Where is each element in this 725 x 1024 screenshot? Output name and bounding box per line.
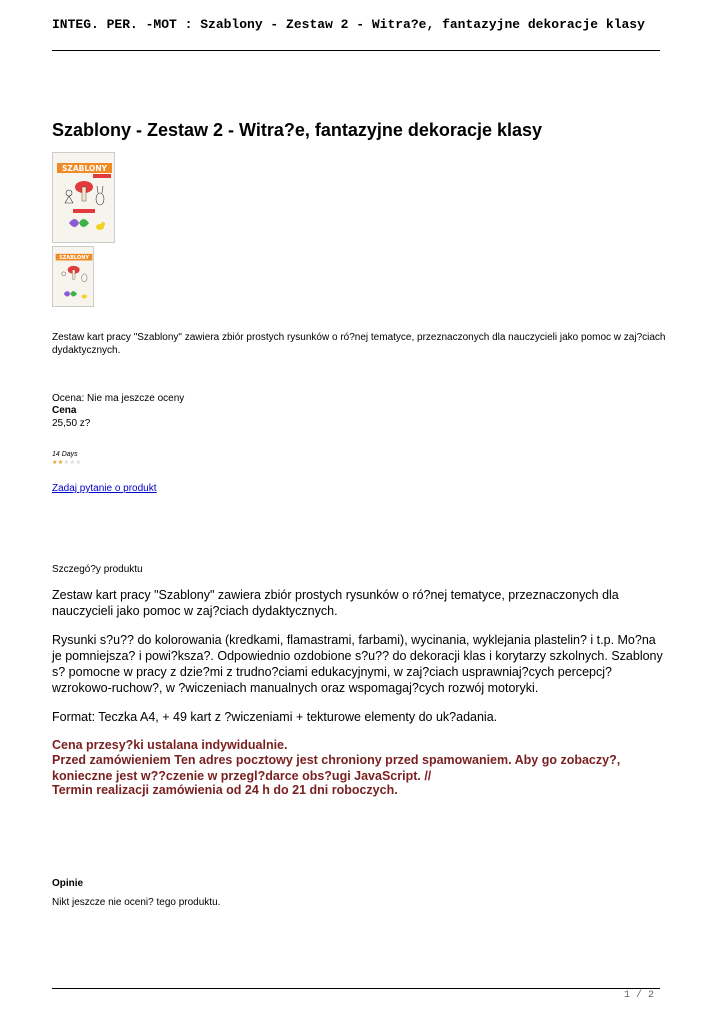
star-empty-icon: ★	[63, 460, 70, 466]
star-empty-icon: ★	[69, 460, 76, 466]
product-image-main[interactable]	[52, 152, 115, 243]
details-heading: Szczegó?y produktu	[52, 564, 143, 575]
price-label: Cena	[52, 405, 77, 416]
short-description: Zestaw kart pracy "Szablony" zawiera zbiór prostych rysunków o ró?nej tematyce, przeznaczonych dla nauczycieli jako pomoc w zaj?ciach dydaktycznych.	[52, 332, 666, 356]
star-filled-icon: ★	[57, 460, 64, 466]
cover-title-text: SZABLONY	[62, 164, 107, 173]
book-cover-thumbnail-illustration	[53, 247, 94, 307]
book-cover-illustration	[53, 153, 115, 243]
cover-thumbnail-title-text: SZABLONY	[59, 255, 89, 262]
price-value: 25,50 z?	[52, 418, 91, 429]
page-number: 1 / 2	[624, 990, 655, 1001]
header-rule	[52, 50, 660, 51]
details-paragraph-2: Rysunki s?u?? do kolorowania (kredkami, flamastrami, farbami), wycinania, wyklejania plastelin? i t.p. Mo?na je pomniejsza? i powi?ksza?. Odpowiednio ozdobione s?u?? do dekoracji klas i korytarzy szkolnych. Szablony s? pomocne w pracy z dzie?mi z trudno?ciami edukacyjnymi, w zaj?ciach usprawniaj?cych percepcj? wzrokowo-ruchow?, w ?wiczeniach manualnych oraz wspomagaj?cych rozwój motoryki.	[52, 633, 663, 695]
star-empty-icon: ★	[75, 460, 82, 466]
footer-rule	[52, 988, 660, 989]
delivery-label: 14 Days	[52, 451, 78, 458]
document-header: INTEG. PER. -MOT : Szablony - Zestaw 2 - Witra?e, fantazyjne dekoracje klasy	[52, 17, 645, 32]
order-notice: Przed zamówieniem Ten adres pocztowy jest chroniony przed spamowaniem. Aby go zobaczy?, konieczne jest w??czenie w przegl?darce obs?ugi JavaScript. //	[52, 753, 621, 783]
rating-label: Ocena: Nie ma jeszcze oceny	[52, 393, 185, 404]
reviews-heading: Opinie	[52, 878, 84, 889]
details-paragraph-3: Format: Teczka A4, + 49 kart z ?wiczeniami + tekturowe elementy do uk?adania.	[52, 710, 498, 724]
star-filled-icon: ★	[52, 460, 58, 466]
ask-question-link[interactable]: Zadaj pytanie o produkt	[52, 483, 157, 494]
delivery-rating-stars	[52, 459, 81, 466]
page-title: Szablony - Zestaw 2 - Witra?e, fantazyjne dekoracje klasy	[52, 120, 543, 140]
details-paragraph-1: Zestaw kart pracy "Szablony" zawiera zbiór prostych rysunków o ró?nej tematyce, przeznaczonych dla nauczycieli jako pomoc w zaj?ciach dydaktycznych.	[52, 588, 619, 618]
product-image-thumbnail[interactable]	[52, 246, 94, 307]
reviews-empty-text: Nikt jeszcze nie oceni? tego produktu.	[52, 897, 221, 908]
fulfillment-notice: Termin realizacji zamówienia od 24 h do 21 dni roboczych.	[52, 783, 398, 797]
shipping-notice: Cena przesy?ki ustalana indywidualnie.	[52, 738, 288, 752]
